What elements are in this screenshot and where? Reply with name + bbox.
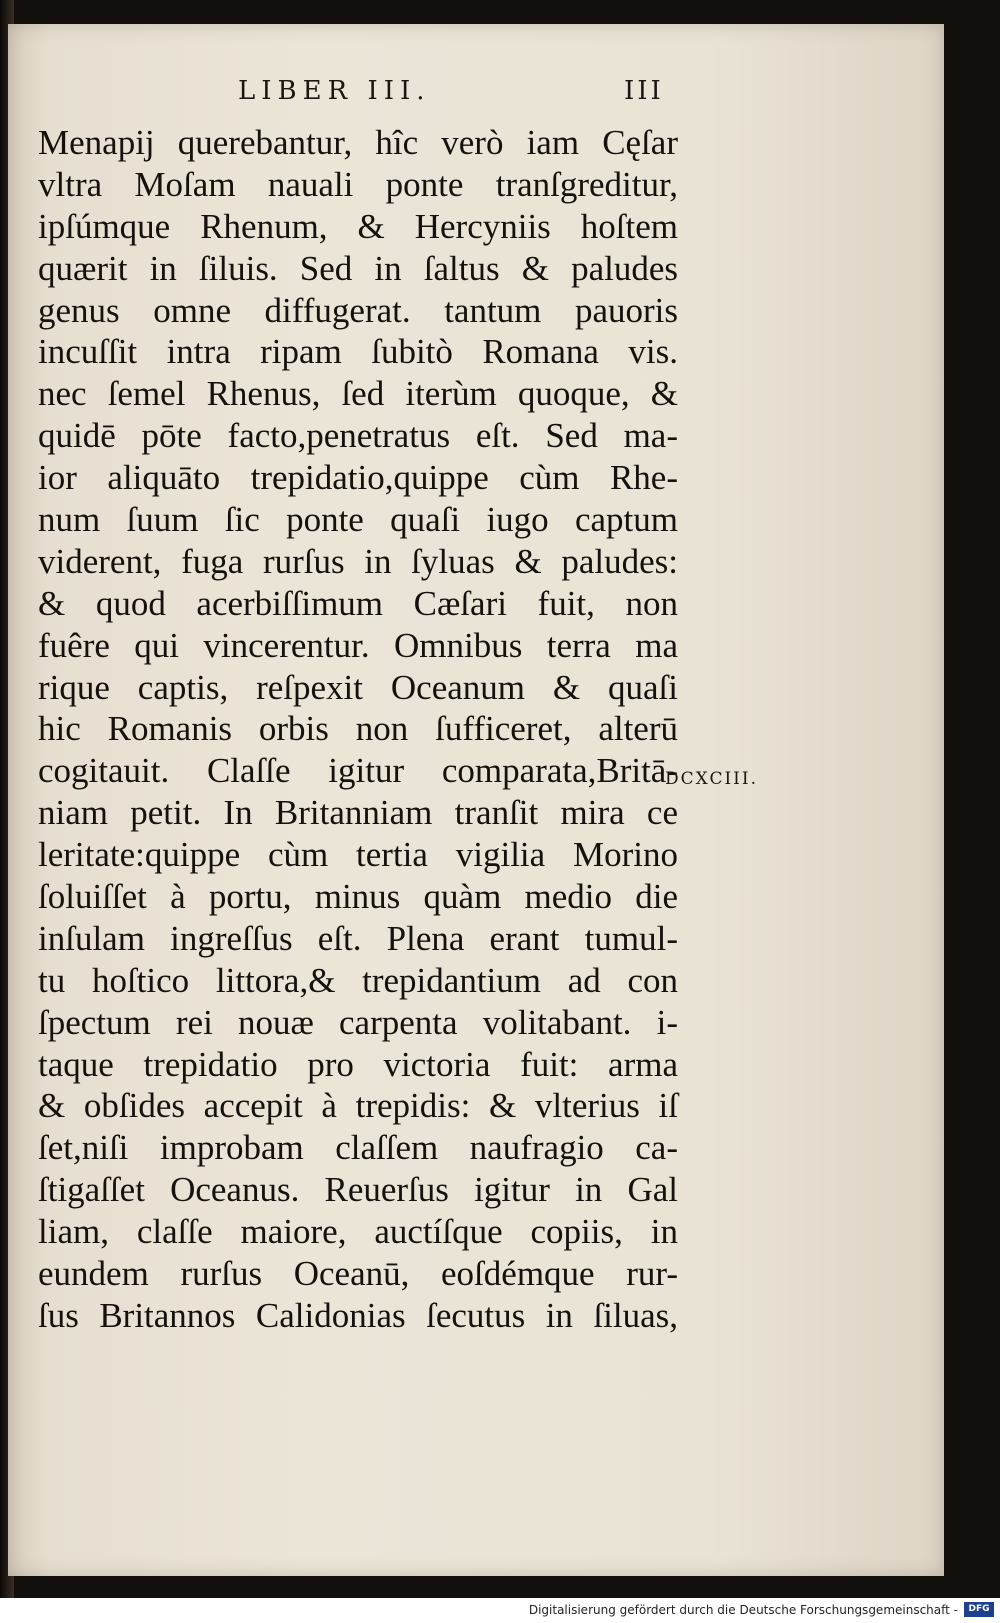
body-text [38,122,678,1337]
text-line: inſulam ingreſſus eſt. Plena erant tumul- [38,918,678,958]
text-line: ſtigaſſet Oceanus. Reuerſus igitur in Gal [38,1170,678,1210]
text-line: ſet,niſi improbam claſſem naufragio ca- [38,1128,678,1168]
funding-credit: Digitalisierung gefördert durch die Deutsche Forschungsgemeinschaft - [528,1603,958,1617]
text-line: hic Romanis orbis non ſufficeret, alterū [38,709,678,749]
text-line: leritate:quippe cùm tertia vigilia Morino [38,835,678,875]
page-number: III [624,76,664,106]
text-line: & obſides accepit à trepidis: & vlterius iſ [38,1086,678,1126]
text-line: ior aliquāto trepidatio,quippe cùm Rhe- [38,458,678,498]
text-line: vltra Moſam nauali ponte tranſgreditur, [38,164,678,204]
text-line: quidē pōte facto,penetratus eſt. Sed ma- [38,416,678,456]
margin-year-note: DCXCIII. [665,769,758,789]
text-line: genus omne diffugerat. tantum pauoris [38,290,678,330]
text-line: num ſuum ſic ponte quaſi iugo captum [38,500,678,540]
text-line: incuſſit intra ripam ſubitò Romana vis. [38,332,678,372]
text-line: niam petit. In Britanniam tranſit mira ce [38,793,678,833]
text-line: taque trepidatio pro victoria fuit: arma [38,1044,678,1084]
dfg-logo: DFG [964,1602,994,1617]
text-line: ſus Britannos Calidonias ſecutus in ſiluas, [38,1295,678,1335]
footer-bar [0,1598,1000,1623]
book-page [8,24,944,1576]
text-line: liam, claſſe maiore, auctíſque copiis, in [38,1212,678,1252]
text-line: Menapij querebantur, hîc verò iam Cęſar [38,123,678,162]
text-line: viderent, fuga rurſus in ſyluas & paludes: [38,541,678,581]
text-line: ſoluiſſet à portu, minus quàm medio die [38,877,678,917]
text-line: fuêre qui vincerentur. Omnibus terra ma [38,625,678,665]
text-line: nec ſemel Rhenus, ſed iterùm quoque, & [38,374,678,414]
text-line: eundem rurſus Oceanū, eoſdémque rur- [38,1254,678,1294]
text-line: ſpectum rei nouæ carpenta volitabant. i- [38,1002,678,1042]
text-line: & quod acerbiſſimum Cæſari fuit, non [38,583,678,623]
text-line: cogitauit. Claſſe igitur comparata,Britā- [38,751,678,791]
text-line: quærit in ſiluis. Sed in ſaltus & paludes [38,248,678,288]
page-header [8,76,688,116]
running-head: LIBER III. [238,76,431,106]
text-line: ipſúmque Rhenum, & Hercyniis hoſtem [38,206,678,246]
text-line: rique captis, reſpexit Oceanum & quaſi [38,667,678,707]
text-line: tu hoſtico littora,& trepidantium ad con [38,960,678,1000]
